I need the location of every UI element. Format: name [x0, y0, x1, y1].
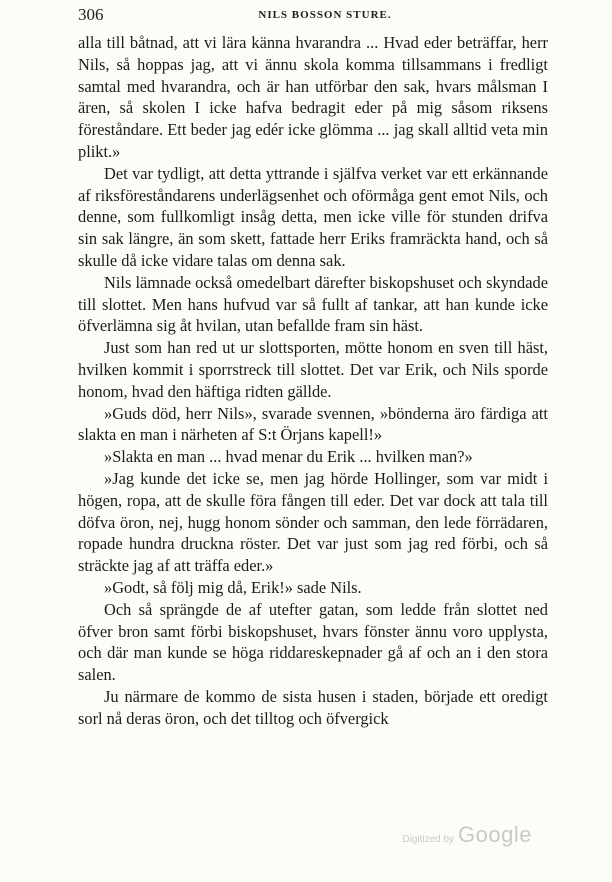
paragraph: Nils lämnade också omedelbart därefter biskopshuset och skyndade till slottet. Men hans hufvud var så fullt af tankar, att han kunde icke öfverlämna sig åt hvilan, utan befallde fram sin häst.: [78, 272, 548, 336]
paragraph: alla till båtnad, att vi lära känna hvarandra ... Hvad eder beträffar, herr Nils, så hoppas jag, att vi ännu skola komma tillsammans i fredligt samtal med hvarandra, och är han utförbar den sak, hvars målsman I ären, så skolen I icke hafva bedragit eder på mig såsom riksens föreståndare. Ett beder jag edér icke glömma ... jag skall alltid veta min plikt.»: [78, 33, 548, 161]
paragraph: »Jag kunde det icke se, men jag hörde Hollinger, som var midt i högen, ropa, att de skulle föra fången till eder. Det var dock att tala till döfva öron, nej, hugg honom sönder och samman, den lede förrädaren, ropade hundra druckna röster. Det var just som jag red förbi, och så sträckte jag af att träffa eder.»: [78, 468, 548, 576]
watermark-brand: Google: [458, 822, 532, 847]
paragraph: »Godt, så följ mig då, Erik!» sade Nils.: [104, 577, 362, 597]
paragraph: Ju närmare de kommo de sista husen i staden, började ett oredigt sorl nå deras öron, och det tilltog och öfvergick: [78, 686, 548, 728]
running-title: NILS BOSSON STURE.: [258, 9, 392, 21]
digitized-watermark: [402, 822, 532, 848]
paragraph: Just som han red ut ur slottsporten, mötte honom en sven till häst, hvilken kommit i sporrstreck till slottet. Det var Erik, och Nils sporde honom, hvad den häftiga ridten gällde.: [78, 338, 548, 401]
watermark-prefix: Digitized by: [402, 834, 455, 845]
page-header: [78, 4, 548, 26]
paragraph: »Slakta en man ... hvad menar du Erik ... hvilken man?»: [104, 447, 473, 467]
paragraph: Och så sprängde de af utefter gatan, som ledde från slottet ned öfver bron samt förbi biskopshuset, hvars fönster ännu voro upplysta, och där man kunde se höga riddareskepnader gå af och an i den stora salen.: [78, 599, 548, 685]
page-number: 306: [78, 5, 104, 24]
paragraph: Det var tydligt, att detta yttrande i själfva verket var ett erkännande af riksföreståndarens underlägsenhet och oförmåga gent emot Nils, och denne, som fullkomligt insåg detta, men icke ville för stunden drifva sin sak längre, än som skett, fattade herr Eriks framräckta hand, och så skulle då icke vidare talas om denna sak.: [78, 163, 548, 270]
paragraph: »Guds död, herr Nils», svarade svennen, »bönderna äro färdiga att slakta en man i närheten af S:t Örjans kapell!»: [78, 403, 548, 445]
body-text: [78, 32, 548, 730]
